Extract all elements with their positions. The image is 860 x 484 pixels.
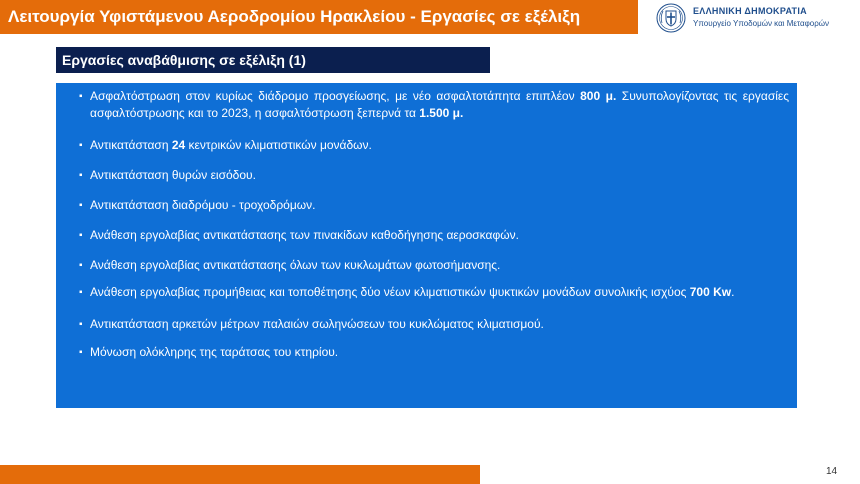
list-item	[90, 257, 789, 274]
item-text: Ασφαλτόστρωση στον κυρίως διάδρομο προσγείωσης, με νέο ασφαλτοτάπητα επιπλέον	[90, 89, 581, 103]
item-text: Ανάθεση εργολαβίας αντικατάστασης των πινακίδων καθοδήγησης αεροσκαφών.	[90, 228, 519, 242]
logo-subtitle: Υπουργείο Υποδομών και Μεταφορών	[693, 19, 830, 28]
item-text: Αντικατάσταση διαδρόμου - τροχοδρόμων.	[90, 198, 316, 212]
list-item	[90, 280, 789, 305]
item-highlight: 800 μ.	[580, 89, 617, 103]
item-text: κεντρικών κλιματιστικών μονάδων.	[185, 138, 372, 152]
ministry-logo	[656, 3, 856, 33]
list-item	[90, 88, 789, 122]
page-number: 14	[826, 466, 838, 477]
item-text: Ανάθεση εργολαβίας προμήθειας και τοποθέτησης δύο νέων κλιματιστικών ψυκτικών μονάδων συνολικής ισχύος	[90, 285, 690, 299]
item-text: Συνυπολογίζοντας τις εργασίες ασφαλτόστρωσης και το 2023, η ασφαλτόστρωση ξεπερνά τα	[90, 89, 790, 120]
list-item	[90, 344, 789, 361]
item-text: Μόνωση ολόκληρης της ταράτσας του κτηρίου.	[90, 345, 339, 359]
logo-title: ΕΛΛΗΝΙΚΗ ΔΗΜΟΚΡΑΤΙΑ	[693, 6, 807, 16]
item-text: Ανάθεση εργολαβίας αντικατάστασης όλων των κυκλωμάτων φωτοσήμανσης.	[90, 258, 501, 272]
item-text: .	[731, 285, 735, 299]
works-list	[90, 88, 789, 361]
list-item	[90, 316, 789, 333]
section-header: Εργασίες αναβάθμισης σε εξέλιξη (1)	[56, 47, 490, 73]
item-text: Αντικατάσταση θυρών εισόδου.	[90, 168, 256, 182]
item-text: Αντικατάσταση	[90, 138, 172, 152]
list-item	[90, 167, 789, 184]
list-item	[90, 137, 789, 154]
list-item	[90, 227, 789, 244]
slide-title: Λειτουργία Υφιστάμενου Αεροδρομίου Ηρακλείου - Εργασίες σε εξέλιξη	[0, 0, 638, 34]
item-highlight: 24	[171, 138, 186, 152]
list-item	[90, 197, 789, 214]
greek-coat-of-arms-icon	[656, 3, 686, 33]
footer-accent-bar	[0, 465, 480, 484]
item-highlight: 1.500 μ.	[419, 106, 464, 120]
item-text: Αντικατάσταση αρκετών μέτρων παλαιών σωληνώσεων του κυκλώματος κλιματισμού.	[90, 317, 544, 331]
item-highlight: 700 Kw	[689, 285, 732, 299]
works-panel	[56, 83, 797, 408]
